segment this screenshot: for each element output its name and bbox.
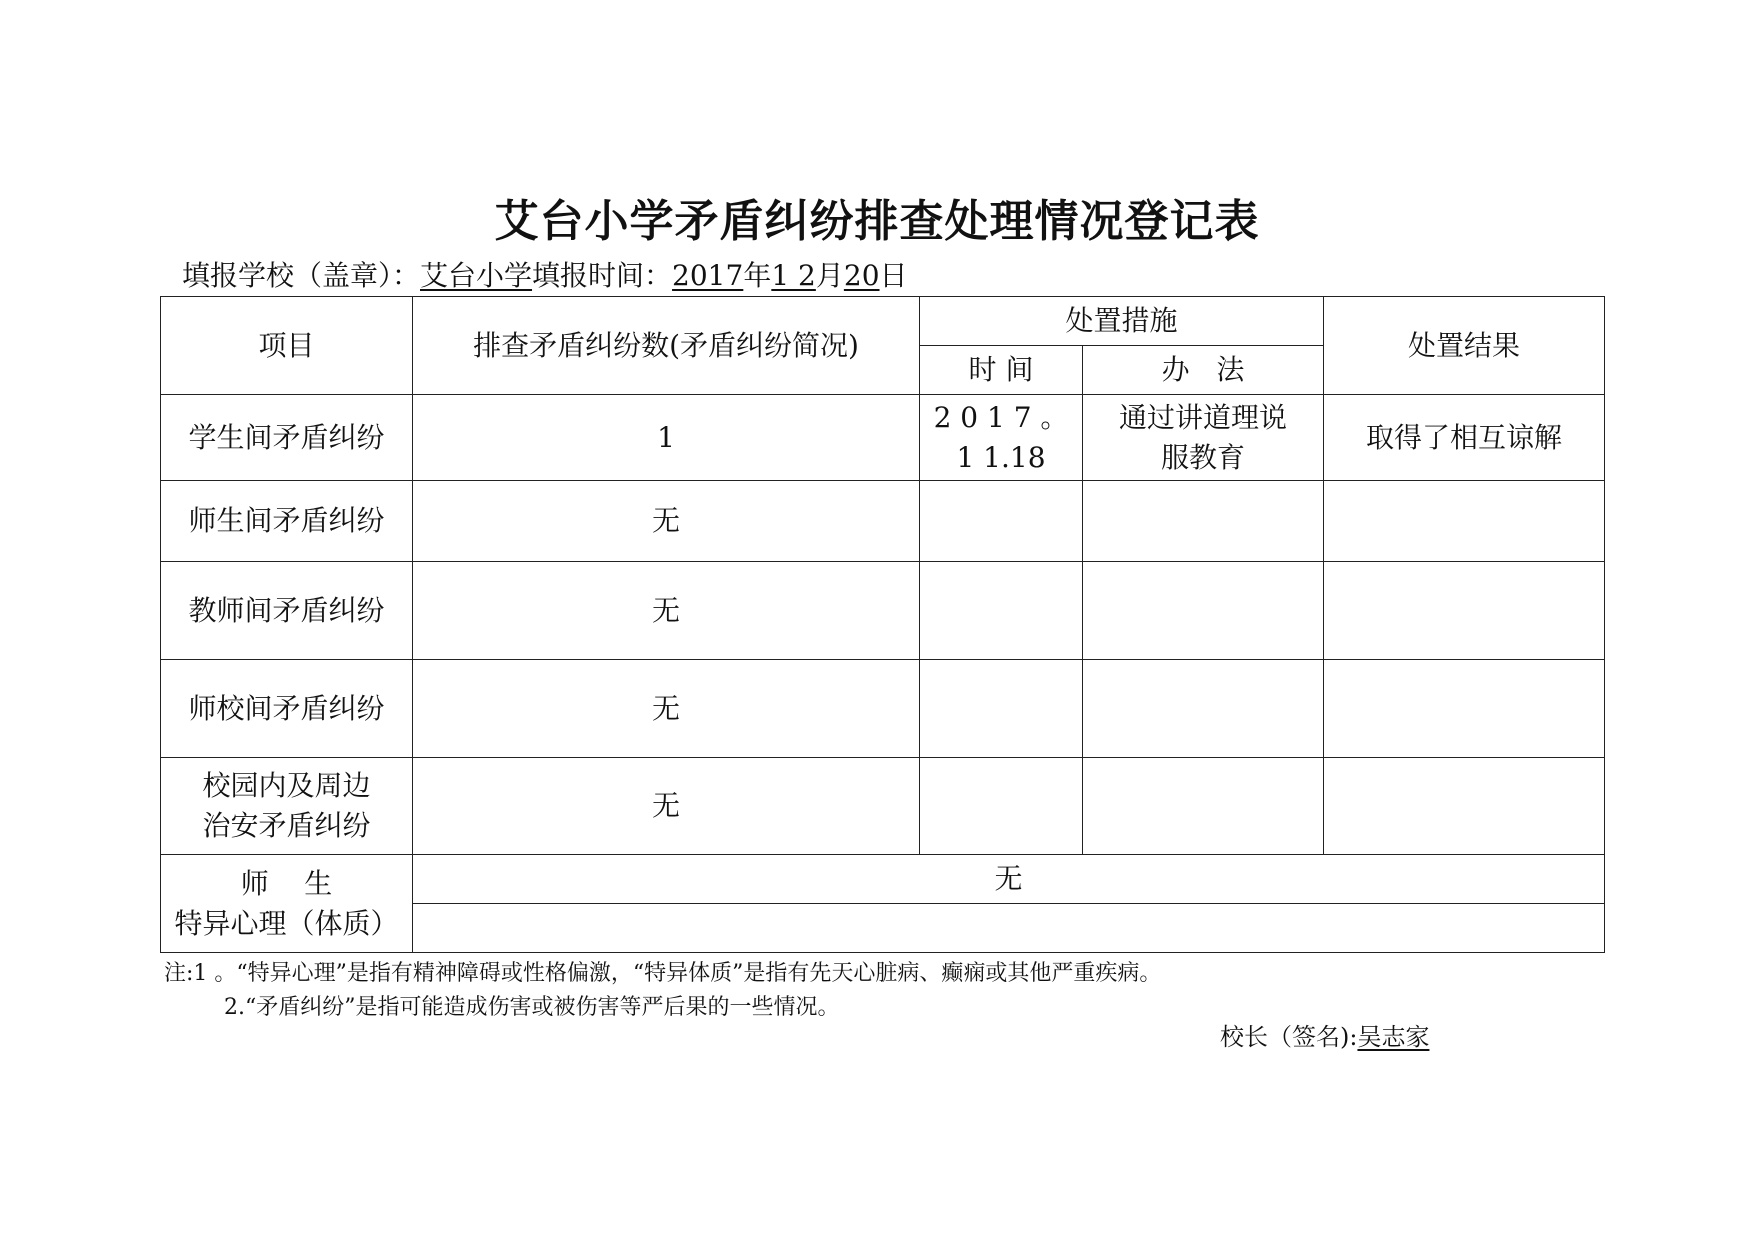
table-row	[161, 481, 1605, 562]
row-time-line2: 1 1.18	[956, 440, 1046, 474]
date-year: 2017	[672, 259, 744, 292]
header-measures: 处置措施	[920, 297, 1324, 346]
date-month: 1 2	[771, 259, 816, 292]
page-title: 艾台小学矛盾纠纷排查处理情况登记表	[494, 196, 1260, 247]
row-method	[1083, 562, 1324, 660]
dispute-register-table	[160, 296, 1605, 953]
special-row	[161, 855, 1605, 904]
table-row	[161, 562, 1605, 660]
table-row	[161, 395, 1605, 481]
row-item-line2: 治安矛盾纠纷	[202, 809, 371, 842]
date-day: 20	[843, 259, 880, 292]
row-count: 无	[413, 481, 920, 562]
date-year-unit: 年	[743, 259, 772, 292]
school-label: 填报学校（盖章）：	[182, 259, 421, 292]
row-method	[1083, 660, 1324, 758]
row-count: 无	[413, 562, 920, 660]
signature-label: 校长（签名):	[1220, 1023, 1358, 1051]
header-time: 时 间	[920, 346, 1083, 395]
header-item: 项目	[161, 297, 413, 395]
row-result	[1324, 562, 1605, 660]
row-count: 无	[413, 660, 920, 758]
row-result	[1324, 660, 1605, 758]
special-item-line1: 师 生	[240, 866, 333, 900]
row-method	[1083, 481, 1324, 562]
row-item: 师生间矛盾纠纷	[161, 481, 413, 562]
note-1: 注:1 。“特异心理”是指有精神障碍或性格偏激，“特异体质”是指有先天心脏病、癫痫或其他严重疾病。	[164, 961, 1162, 986]
row-item	[161, 758, 413, 855]
special-item-line2: 特异心理（体质）	[174, 906, 399, 940]
header-count: 排查矛盾纠纷数(矛盾纠纷简况)	[413, 297, 920, 395]
row-item: 教师间矛盾纠纷	[161, 562, 413, 660]
principal-signature	[1220, 1020, 1429, 1054]
row-time	[920, 660, 1083, 758]
special-item	[161, 855, 413, 953]
row-method	[1083, 395, 1324, 481]
row-result	[1324, 481, 1605, 562]
row-time	[920, 758, 1083, 855]
special-value-2	[413, 904, 1605, 953]
row-time	[920, 481, 1083, 562]
row-count: 1	[413, 395, 920, 481]
school-name: 艾台小学	[420, 259, 533, 292]
row-count: 无	[413, 758, 920, 855]
date-day-unit: 日	[879, 259, 908, 292]
row-item: 师校间矛盾纠纷	[161, 660, 413, 758]
form-header	[182, 256, 908, 296]
special-value: 无	[413, 855, 1605, 904]
row-time	[920, 395, 1083, 481]
header-method: 办 法	[1083, 346, 1324, 395]
table-header-row	[161, 297, 1605, 346]
row-time-line1: 2 0 1 7 。	[933, 400, 1069, 434]
table-row	[161, 660, 1605, 758]
note-2: 2.“矛盾纠纷”是指可能造成伤害或被伤害等严后果的一些情况。	[224, 995, 840, 1020]
row-item-line1: 校园内及周边	[202, 769, 371, 802]
row-method-line1: 通过讲道理说	[1119, 400, 1288, 434]
row-method	[1083, 758, 1324, 855]
date-month-unit: 月	[815, 259, 844, 292]
row-result	[1324, 758, 1605, 855]
header-result: 处置结果	[1324, 297, 1605, 395]
signature-name: 吴志家	[1357, 1023, 1430, 1051]
row-method-line2: 服教育	[1161, 440, 1246, 474]
row-result: 取得了相互谅解	[1324, 395, 1605, 481]
table-row	[161, 758, 1605, 855]
row-time	[920, 562, 1083, 660]
date-label: 填报时间：	[532, 259, 673, 292]
row-item: 学生间矛盾纠纷	[161, 395, 413, 481]
notes	[164, 957, 1161, 1025]
